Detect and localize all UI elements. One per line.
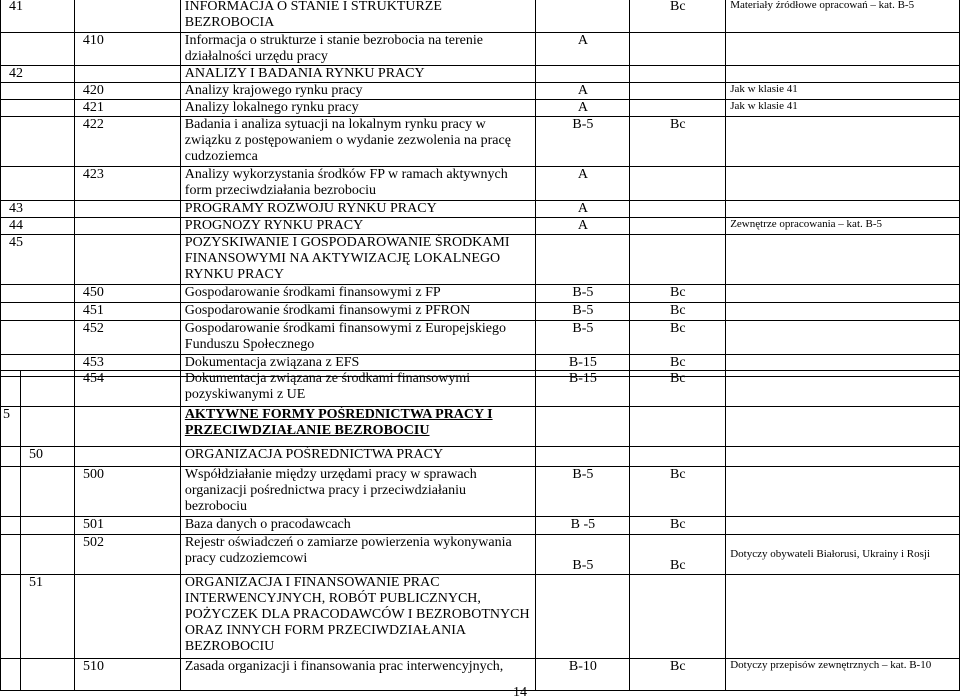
table-row [1, 218, 960, 235]
category-b: Bc [630, 535, 726, 575]
category-b [630, 167, 726, 201]
group-code [20, 407, 74, 447]
table-row [1, 371, 960, 407]
section-code [1, 517, 21, 535]
table-row [1, 201, 960, 218]
group-code: 50 [20, 447, 74, 467]
category-b: Bc [630, 285, 726, 303]
class-code: 510 [74, 659, 180, 691]
class-title: Analizy wykorzystania środków FP w ramach aktywnych form przeciwdziałania bezrobociu [180, 167, 536, 201]
remarks [726, 321, 960, 355]
category-b [630, 100, 726, 117]
section-code [1, 467, 21, 517]
category-b: Bc [630, 371, 726, 407]
category-a: A [536, 218, 630, 235]
remarks [726, 371, 960, 407]
group-code: 42 [1, 66, 75, 83]
category-a: B-5 [536, 303, 630, 321]
class-code [74, 66, 180, 83]
category-a: A [536, 100, 630, 117]
category-b: Bc [630, 0, 726, 33]
category-b [630, 218, 726, 235]
class-code [74, 407, 180, 447]
remarks: Jak w klasie 41 [726, 100, 960, 117]
class-title: Gospodarowanie środkami finansowymi z Europejskiego Funduszu Społecznego [180, 321, 536, 355]
class-code [74, 447, 180, 467]
table-row [1, 407, 960, 447]
section-code: 5 [1, 407, 21, 447]
remarks [726, 447, 960, 467]
table-row [1, 467, 960, 517]
category-a: B-5 [536, 535, 630, 575]
class-code: 421 [74, 100, 180, 117]
group-code [20, 535, 74, 575]
group-code [1, 117, 75, 167]
category-b [630, 83, 726, 100]
category-a [536, 407, 630, 447]
class-code: 422 [74, 117, 180, 167]
remarks [726, 66, 960, 83]
class-code [74, 235, 180, 285]
group-code [1, 285, 75, 303]
table-row [1, 285, 960, 303]
table-row [1, 100, 960, 117]
table-row [1, 575, 960, 659]
group-code: 45 [1, 235, 75, 285]
category-b [630, 66, 726, 83]
category-a: A [536, 167, 630, 201]
group-code [20, 371, 74, 407]
class-title: ORGANIZACJA I FINANSOWANIE PRAC INTERWENCYJNYCH, ROBÓT PUBLICZNYCH, POŻYCZEK DLA PRACODAWCÓW I BEZROBOTNYCH ORAZ INNYCH FORM PRZECIWDZIAŁANIA BEZROBOCIU [180, 575, 536, 659]
class-title: POZYSKIWANIE I GOSPODAROWANIE ŚRODKAMI FINANSOWYMI NA AKTYWIZACJĘ LOKALNEGO RYNKU PRACY [180, 235, 536, 285]
category-a [536, 575, 630, 659]
category-a [536, 447, 630, 467]
category-a [536, 0, 630, 33]
remarks [726, 285, 960, 303]
category-b: Bc [630, 355, 726, 377]
category-b [630, 407, 726, 447]
class-code: 454 [74, 371, 180, 407]
class-code [74, 0, 180, 33]
category-b: Bc [630, 303, 726, 321]
group-code: 43 [1, 201, 75, 218]
category-b: Bc [630, 659, 726, 691]
category-b: Bc [630, 117, 726, 167]
class-code [74, 201, 180, 218]
section-code [1, 447, 21, 467]
class-code: 502 [74, 535, 180, 575]
category-a: B-15 [536, 371, 630, 407]
remarks [726, 303, 960, 321]
class-title: ORGANIZACJA POŚREDNICTWA PRACY [180, 447, 536, 467]
section-code [1, 575, 21, 659]
classification-table-bottom [0, 370, 960, 691]
group-code: 44 [1, 218, 75, 235]
remarks: Zewnętrze opracowania – kat. B-5 [726, 218, 960, 235]
class-code [74, 575, 180, 659]
category-a: B-5 [536, 117, 630, 167]
class-code: 500 [74, 467, 180, 517]
remarks [726, 201, 960, 218]
class-code [74, 218, 180, 235]
table-row [1, 235, 960, 285]
class-title: PROGNOZY RYNKU PRACY [180, 218, 536, 235]
class-title: Informacja o strukturze i stanie bezrobocia na terenie działalności urzędu pracy [180, 33, 536, 66]
class-code: 451 [74, 303, 180, 321]
class-code: 452 [74, 321, 180, 355]
table-row [1, 33, 960, 66]
remarks [726, 407, 960, 447]
category-a: B-5 [536, 285, 630, 303]
group-code [1, 167, 75, 201]
table-row [1, 303, 960, 321]
remarks: Dotyczy obywateli Białorusi, Ukrainy i Rosji [726, 535, 960, 575]
class-title: Analizy krajowego rynku pracy [180, 83, 536, 100]
category-b: Bc [630, 517, 726, 535]
section-code [1, 371, 21, 407]
category-b: Bc [630, 321, 726, 355]
category-b [630, 575, 726, 659]
class-title: Gospodarowanie środkami finansowymi z PFRON [180, 303, 536, 321]
category-a: A [536, 33, 630, 66]
class-title: Współdziałanie między urzędami pracy w sprawach organizacji pośrednictwa pracy i przeciwdziałaniu bezrobociu [180, 467, 536, 517]
table-row [1, 66, 960, 83]
class-title: Baza danych o pracodawcach [180, 517, 536, 535]
class-code: 420 [74, 83, 180, 100]
table-row [1, 447, 960, 467]
category-a [536, 66, 630, 83]
class-code: 423 [74, 167, 180, 201]
group-code [1, 303, 75, 321]
class-title: Gospodarowanie środkami finansowymi z FP [180, 285, 536, 303]
table-row [1, 167, 960, 201]
class-title: Dokumentacja związana z EFS [180, 355, 536, 377]
remarks [726, 117, 960, 167]
category-a: B -5 [536, 517, 630, 535]
class-title: Dokumentacja związana ze środkami finansowymi pozyskiwanymi z UE [180, 371, 536, 407]
table-row [1, 535, 960, 575]
table-row [1, 117, 960, 167]
table-row [1, 0, 960, 33]
section-title: AKTYWNE FORMY POŚREDNICTWA PRACY I PRZECIWDZIAŁANIE BEZROBOCIU [180, 407, 536, 447]
remarks [726, 167, 960, 201]
remarks: Materiały źródłowe opracowań – kat. B-5 [726, 0, 960, 33]
category-b [630, 201, 726, 218]
class-title: INFORMACJA O STANIE I STRUKTURZE BEZROBOCIA [180, 0, 536, 33]
remarks [726, 575, 960, 659]
category-a: A [536, 201, 630, 218]
remarks: Dotyczy przepisów zewnętrznych – kat. B-10 [726, 659, 960, 691]
group-code: 41 [1, 0, 75, 33]
category-a: A [536, 83, 630, 100]
class-title: ANALIZY I BADANIA RYNKU PRACY [180, 66, 536, 83]
page-number: 14 [513, 685, 527, 700]
group-code [20, 467, 74, 517]
remarks [726, 517, 960, 535]
group-code [1, 100, 75, 117]
class-title: Zasada organizacji i finansowania prac interwencyjnych, [180, 659, 536, 691]
table-row [1, 83, 960, 100]
class-title: Badania i analiza sytuacji na lokalnym rynku pracy w związku z postępowaniem o wydanie zezwolenia na pracę cudzoziemca [180, 117, 536, 167]
category-a [536, 235, 630, 285]
table-row [1, 321, 960, 355]
remarks [726, 235, 960, 285]
category-b: Bc [630, 467, 726, 517]
category-b [630, 235, 726, 285]
group-code [20, 517, 74, 535]
group-code: 51 [20, 575, 74, 659]
category-a: B-10 [536, 659, 630, 691]
category-a: B-5 [536, 467, 630, 517]
category-a: B-5 [536, 321, 630, 355]
class-code: 410 [74, 33, 180, 66]
category-b [630, 33, 726, 66]
remarks [726, 467, 960, 517]
section-code [1, 535, 21, 575]
class-code: 450 [74, 285, 180, 303]
remarks [726, 33, 960, 66]
class-title: Analizy lokalnego rynku pracy [180, 100, 536, 117]
group-code [1, 321, 75, 355]
category-b [630, 447, 726, 467]
class-title: PROGRAMY ROZWOJU RYNKU PRACY [180, 201, 536, 218]
remarks: Jak w klasie 41 [726, 83, 960, 100]
category-a: B-15 [536, 355, 630, 377]
class-code: 453 [74, 355, 180, 377]
class-title: Rejestr oświadczeń o zamiarze powierzenia wykonywania pracy cudzoziemcowi [180, 535, 536, 575]
group-code [1, 33, 75, 66]
class-code: 501 [74, 517, 180, 535]
group-code [1, 83, 75, 100]
table-row [1, 517, 960, 535]
